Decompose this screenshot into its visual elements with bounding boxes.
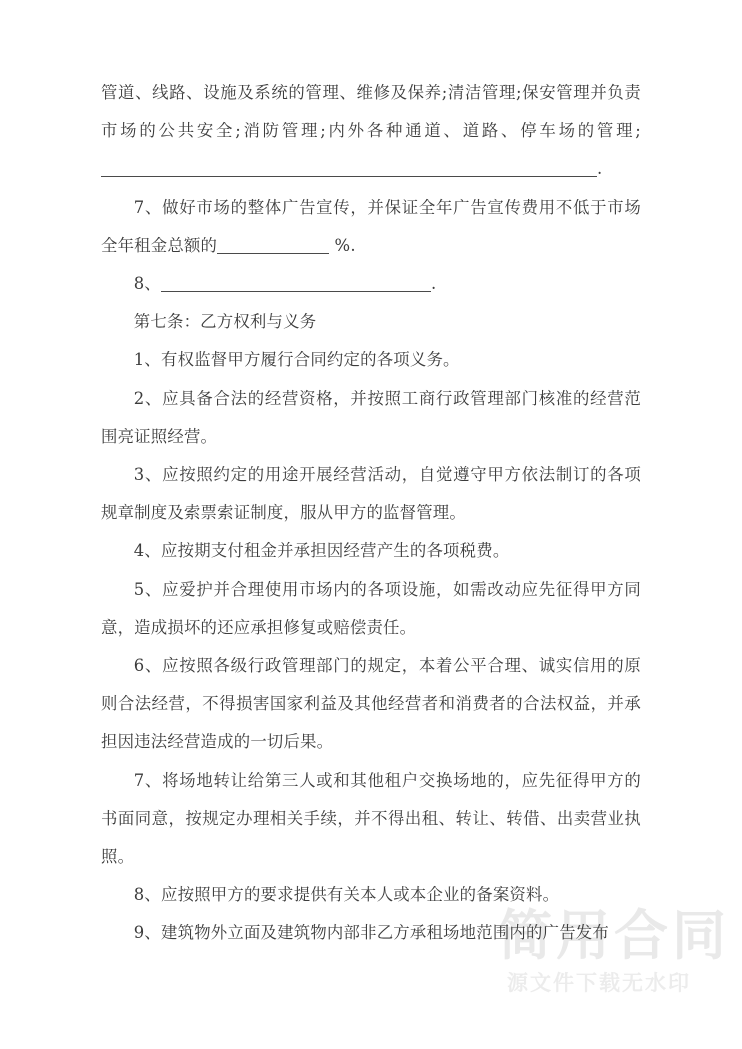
paragraph-text: 7、做好市场的整体广告宣传，并保证全年广告宣传费用不低于市场全年租金总额的: [101, 197, 641, 255]
paragraph-text: 管道、线路、设施及系统的管理、维修及保养;清洁管理;保安管理并负责市场的公共安全;消防管理;内外各种通道、道路、停车场的管理;: [101, 83, 641, 141]
paragraph-text: 9、建筑物外立面及建筑物内部非乙方承租场地范围内的广告发布: [133, 923, 609, 943]
watermark-secondary-text: 源文件下载无水印: [507, 971, 691, 995]
paragraph-text: 7、将场地转让给第三人或和其他租户交换场地的，应先征得甲方的书面同意，按规定办理相关手续，并不得出租、转让、转借、出卖营业执照。: [101, 770, 641, 867]
fill-in-blank[interactable]: [101, 161, 597, 177]
p-b-item-5: [101, 571, 641, 647]
paragraph-text-trailing: .: [597, 159, 603, 179]
p-b-item-3: [101, 456, 641, 532]
p-item-7-advertising: [101, 189, 641, 265]
paragraph-text-trailing: %.: [329, 235, 356, 255]
paragraph-text: 4、应按期支付租金并承担因经营产生的各项税费。: [133, 541, 510, 561]
paragraph-text: 8、: [133, 274, 162, 294]
p-item-8-blank: [101, 265, 641, 303]
watermark-primary-text: 简用合同: [498, 903, 730, 967]
paragraph-text: 2、应具备合法的经营资格，并按照工商行政管理部门核准的经营范围亮证照经营。: [101, 388, 641, 446]
paragraph-text-trailing: .: [431, 274, 437, 294]
paragraph-text: 1、有权监督甲方履行合同约定的各项义务。: [133, 350, 460, 370]
p-duct-line-facility: [101, 74, 641, 189]
p-b-item-4: [101, 532, 641, 570]
fill-in-blank[interactable]: [217, 238, 329, 254]
p-b-item-1: [101, 341, 641, 379]
p-article-7-heading: [101, 303, 641, 341]
paragraph-text: 6、应按照各级行政管理部门的规定，本着公平合理、诚实信用的原则合法经营，不得损害国家利益及其他经营者和消费者的合法权益，并承担因违法经营造成的一切后果。: [101, 656, 641, 752]
p-b-item-8: [101, 876, 641, 914]
paragraph-text: 3、应按照约定的用途开展经营活动，自觉遵守甲方依法制订的各项规章制度及索票索证制度，服从甲方的监督管理。: [101, 465, 641, 523]
p-b-item-7: [101, 762, 641, 877]
paragraph-text: 5、应爱护并合理使用市场内的各项设施，如需改动应先征得甲方同意，造成损坏的还应承担修复或赔偿责任。: [101, 579, 641, 637]
p-b-item-9: [101, 914, 641, 952]
p-b-item-2: [101, 380, 641, 456]
paragraph-text: 8、应按照甲方的要求提供有关本人或本企业的备案资料。: [133, 885, 560, 905]
p-b-item-6: [101, 647, 641, 762]
document-body: [101, 74, 641, 953]
paragraph-text: 第七条：乙方权利与义务: [133, 312, 317, 332]
fill-in-blank[interactable]: [161, 276, 431, 292]
